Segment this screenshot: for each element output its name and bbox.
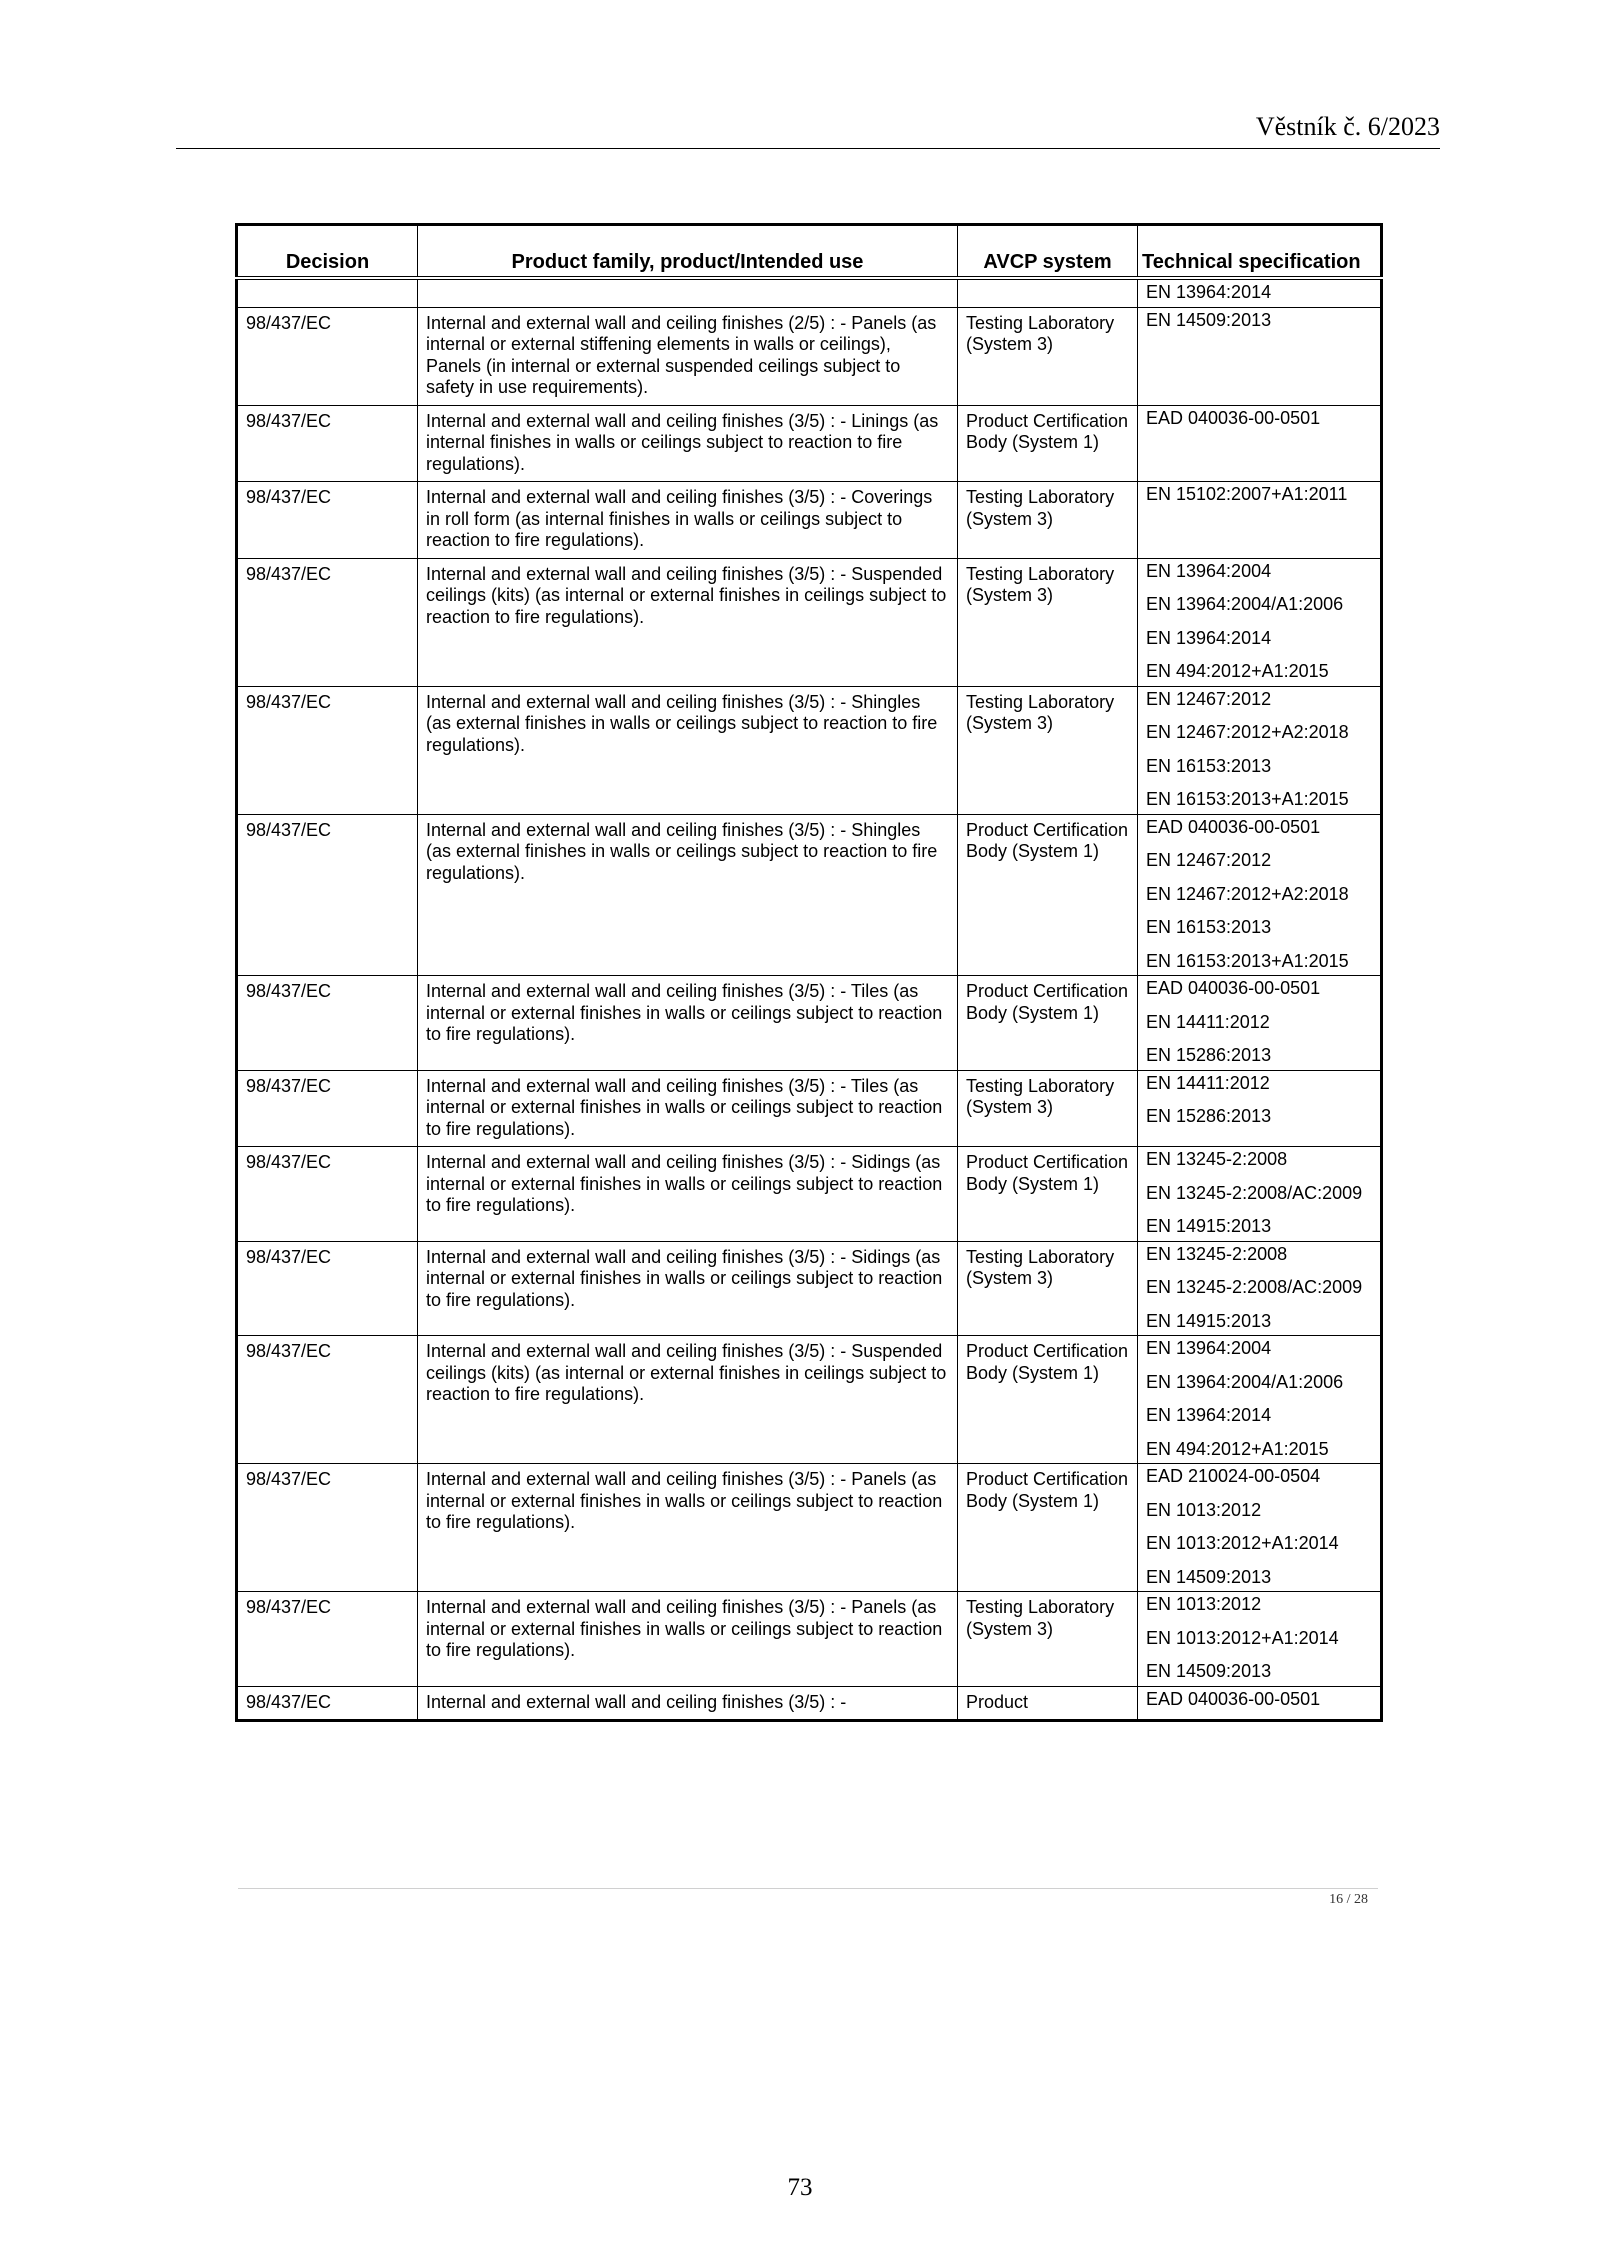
product-cell: Internal and external wall and ceiling finishes (3/5) : - Shingles (as external finishes in walls or ceilings subject to reaction to fire regulations).	[418, 814, 958, 976]
table-row	[237, 1464, 1382, 1592]
column-header-avcp: AVCP system	[958, 225, 1138, 279]
column-header-technical-specification: Technical specification	[1138, 225, 1382, 279]
technical-specification-cell	[1138, 482, 1382, 559]
avcp-cell: Product Certification Body (System 1)	[958, 976, 1138, 1071]
page-number: 73	[787, 2174, 813, 2201]
decision-cell: 98/437/EC	[237, 1241, 418, 1336]
specification-table	[235, 223, 1383, 1722]
avcp-cell	[958, 278, 1138, 307]
specification-entry: EAD 210024-00-0504	[1146, 1466, 1321, 1486]
specification-entry: EN 16153:2013+A1:2015	[1146, 789, 1349, 809]
specification-entry: EN 13964:2004/A1:2006	[1146, 594, 1344, 614]
specification-entry: EN 13964:2004	[1146, 560, 1272, 581]
table-row	[237, 1241, 1382, 1336]
decision-cell: 98/437/EC	[237, 1686, 418, 1721]
technical-specification-cell	[1138, 405, 1382, 482]
table-row	[237, 976, 1382, 1071]
specification-entry: EAD 040036-00-0501	[1146, 816, 1321, 837]
avcp-cell: Product Certification Body (System 1)	[958, 1147, 1138, 1242]
page-header	[176, 112, 1440, 149]
avcp-cell: Testing Laboratory (System 3)	[958, 558, 1138, 686]
table-row	[237, 686, 1382, 814]
specification-entry: EN 13964:2014	[1146, 1405, 1272, 1425]
technical-specification-cell	[1138, 976, 1382, 1071]
specification-entry: EN 13964:2014	[1146, 627, 1272, 648]
technical-specification-cell	[1138, 1147, 1382, 1242]
decision-cell	[237, 278, 418, 307]
product-cell: Internal and external wall and ceiling finishes (3/5) : - Coverings in roll form (as internal finishes in walls or ceilings subject to reaction to fire regulations).	[418, 482, 958, 559]
specification-entry: EAD 040036-00-0501	[1146, 407, 1321, 428]
decision-cell: 98/437/EC	[237, 1147, 418, 1242]
product-cell: Internal and external wall and ceiling finishes (2/5) : - Panels (as internal or external stiffening elements in walls or ceilings), Panels (in internal or external suspended ceilings subject to safety in use requirements).	[418, 307, 958, 405]
table-header-row	[237, 225, 1382, 279]
table-row	[237, 558, 1382, 686]
decision-cell: 98/437/EC	[237, 976, 418, 1071]
specification-entry: EN 1013:2012	[1146, 1594, 1262, 1614]
technical-specification-cell	[1138, 686, 1382, 814]
specification-entry: EN 13245-2:2008	[1146, 1149, 1288, 1169]
specification-entry: EN 16153:2013	[1146, 917, 1272, 937]
decision-cell: 98/437/EC	[237, 1464, 418, 1592]
technical-specification-cell	[1138, 278, 1382, 307]
decision-cell: 98/437/EC	[237, 814, 418, 976]
specification-entry: EN 13245-2:2008/AC:2009	[1146, 1182, 1363, 1203]
specification-entry: EN 14509:2013	[1146, 309, 1272, 330]
specification-entry: EN 16153:2013	[1146, 755, 1272, 776]
specification-entry: EN 1013:2012+A1:2014	[1146, 1533, 1339, 1553]
avcp-cell: Testing Laboratory (System 3)	[958, 1592, 1138, 1687]
specification-entry: EN 12467:2012+A2:2018	[1146, 722, 1349, 742]
product-cell: Internal and external wall and ceiling finishes (3/5) : - Suspended ceilings (kits) (as internal or external finishes in ceilings subject to reaction to fire regulations).	[418, 1336, 958, 1464]
specification-entry: EN 12467:2012	[1146, 850, 1272, 870]
technical-specification-cell	[1138, 558, 1382, 686]
technical-specification-cell	[1138, 814, 1382, 976]
specification-entry: EN 14915:2013	[1146, 1216, 1272, 1236]
specification-entry: EAD 040036-00-0501	[1146, 1688, 1321, 1709]
footer-divider	[238, 1888, 1378, 1889]
table-row	[237, 1147, 1382, 1242]
specification-entry: EN 12467:2012	[1146, 688, 1272, 709]
decision-cell: 98/437/EC	[237, 405, 418, 482]
decision-cell: 98/437/EC	[237, 558, 418, 686]
avcp-cell: Product Certification Body (System 1)	[958, 814, 1138, 976]
specification-entry: EN 1013:2012	[1146, 1499, 1262, 1520]
technical-specification-cell	[1138, 1592, 1382, 1687]
specification-entry: EN 1013:2012+A1:2014	[1146, 1627, 1339, 1648]
product-cell: Internal and external wall and ceiling finishes (3/5) : - Sidings (as internal or external finishes in walls or ceilings subject to reaction to fire regulations).	[418, 1241, 958, 1336]
product-cell: Internal and external wall and ceiling finishes (3/5) : - Panels (as internal or external finishes in walls or ceilings subject to reaction to fire regulations).	[418, 1592, 958, 1687]
avcp-cell: Product Certification Body (System 1)	[958, 1464, 1138, 1592]
avcp-cell: Testing Laboratory (System 3)	[958, 1241, 1138, 1336]
specification-entry: EAD 040036-00-0501	[1146, 978, 1321, 998]
product-cell: Internal and external wall and ceiling finishes (3/5) : -	[418, 1686, 958, 1721]
technical-specification-cell	[1138, 307, 1382, 405]
specification-entry: EN 14509:2013	[1146, 1661, 1272, 1681]
specification-entry: EN 15102:2007+A1:2011	[1146, 484, 1348, 504]
avcp-cell: Testing Laboratory (System 3)	[958, 686, 1138, 814]
technical-specification-cell	[1138, 1686, 1382, 1721]
table-body	[237, 278, 1382, 1721]
specification-entry: EN 494:2012+A1:2015	[1146, 661, 1329, 681]
table-row	[237, 307, 1382, 405]
specification-entry: EN 13245-2:2008	[1146, 1243, 1288, 1264]
footer-page-count: 16 / 28	[1329, 1892, 1368, 1907]
decision-cell: 98/437/EC	[237, 1336, 418, 1464]
table-row	[237, 482, 1382, 559]
avcp-cell: Product Certification Body (System 1)	[958, 405, 1138, 482]
technical-specification-cell	[1138, 1070, 1382, 1147]
specification-entry: EN 16153:2013+A1:2015	[1146, 950, 1349, 971]
table-row	[237, 278, 1382, 307]
product-cell: Internal and external wall and ceiling finishes (3/5) : - Linings (as internal finishes in walls or ceilings subject to reaction to fire regulations).	[418, 405, 958, 482]
table-row	[237, 1592, 1382, 1687]
table-row	[237, 814, 1382, 976]
decision-cell: 98/437/EC	[237, 307, 418, 405]
decision-cell: 98/437/EC	[237, 686, 418, 814]
specification-entry: EN 14411:2012	[1146, 1011, 1270, 1032]
table-row	[237, 1686, 1382, 1721]
technical-specification-cell	[1138, 1464, 1382, 1592]
product-cell: Internal and external wall and ceiling finishes (3/5) : - Tiles (as internal or external finishes in walls or ceilings subject to reaction to fire regulations).	[418, 1070, 958, 1147]
specification-entry: EN 13964:2004/A1:2006	[1146, 1371, 1344, 1392]
specification-entry: EN 14915:2013	[1146, 1310, 1272, 1331]
decision-cell: 98/437/EC	[237, 1070, 418, 1147]
table-row	[237, 1336, 1382, 1464]
avcp-cell: Testing Laboratory (System 3)	[958, 307, 1138, 405]
product-cell: Internal and external wall and ceiling finishes (3/5) : - Tiles (as internal or external finishes in walls or ceilings subject to reaction to fire regulations).	[418, 976, 958, 1071]
specification-entry: EN 14411:2012	[1146, 1072, 1270, 1093]
avcp-cell: Testing Laboratory (System 3)	[958, 1070, 1138, 1147]
product-cell: Internal and external wall and ceiling finishes (3/5) : - Suspended ceilings (kits) (as internal or external finishes in ceilings subject to reaction to fire regulations).	[418, 558, 958, 686]
avcp-cell: Testing Laboratory (System 3)	[958, 482, 1138, 559]
specification-entry: EN 14509:2013	[1146, 1566, 1272, 1587]
avcp-cell: Product	[958, 1686, 1138, 1721]
table-row	[237, 405, 1382, 482]
technical-specification-cell	[1138, 1336, 1382, 1464]
specification-entry: EN 15286:2013	[1146, 1045, 1272, 1065]
product-cell: Internal and external wall and ceiling finishes (3/5) : - Panels (as internal or external finishes in walls or ceilings subject to reaction to fire regulations).	[418, 1464, 958, 1592]
specification-entry: EN 13964:2004	[1146, 1338, 1272, 1358]
journal-title: Věstník č. 6/2023	[1255, 112, 1440, 141]
specification-entry: EN 15286:2013	[1146, 1106, 1272, 1126]
product-cell	[418, 278, 958, 307]
specification-entry: EN 13964:2014	[1146, 282, 1272, 302]
column-header-product: Product family, product/Intended use	[418, 225, 958, 279]
column-header-decision: Decision	[237, 225, 418, 279]
product-cell: Internal and external wall and ceiling finishes (3/5) : - Shingles (as external finishes in walls or ceilings subject to reaction to fire regulations).	[418, 686, 958, 814]
decision-cell: 98/437/EC	[237, 482, 418, 559]
specification-entry: EN 12467:2012+A2:2018	[1146, 883, 1349, 904]
technical-specification-cell	[1138, 1241, 1382, 1336]
product-cell: Internal and external wall and ceiling finishes (3/5) : - Sidings (as internal or external finishes in walls or ceilings subject to reaction to fire regulations).	[418, 1147, 958, 1242]
decision-cell: 98/437/EC	[237, 1592, 418, 1687]
avcp-cell: Product Certification Body (System 1)	[958, 1336, 1138, 1464]
specification-entry: EN 13245-2:2008/AC:2009	[1146, 1277, 1363, 1297]
table-row	[237, 1070, 1382, 1147]
specification-entry: EN 494:2012+A1:2015	[1146, 1438, 1329, 1459]
